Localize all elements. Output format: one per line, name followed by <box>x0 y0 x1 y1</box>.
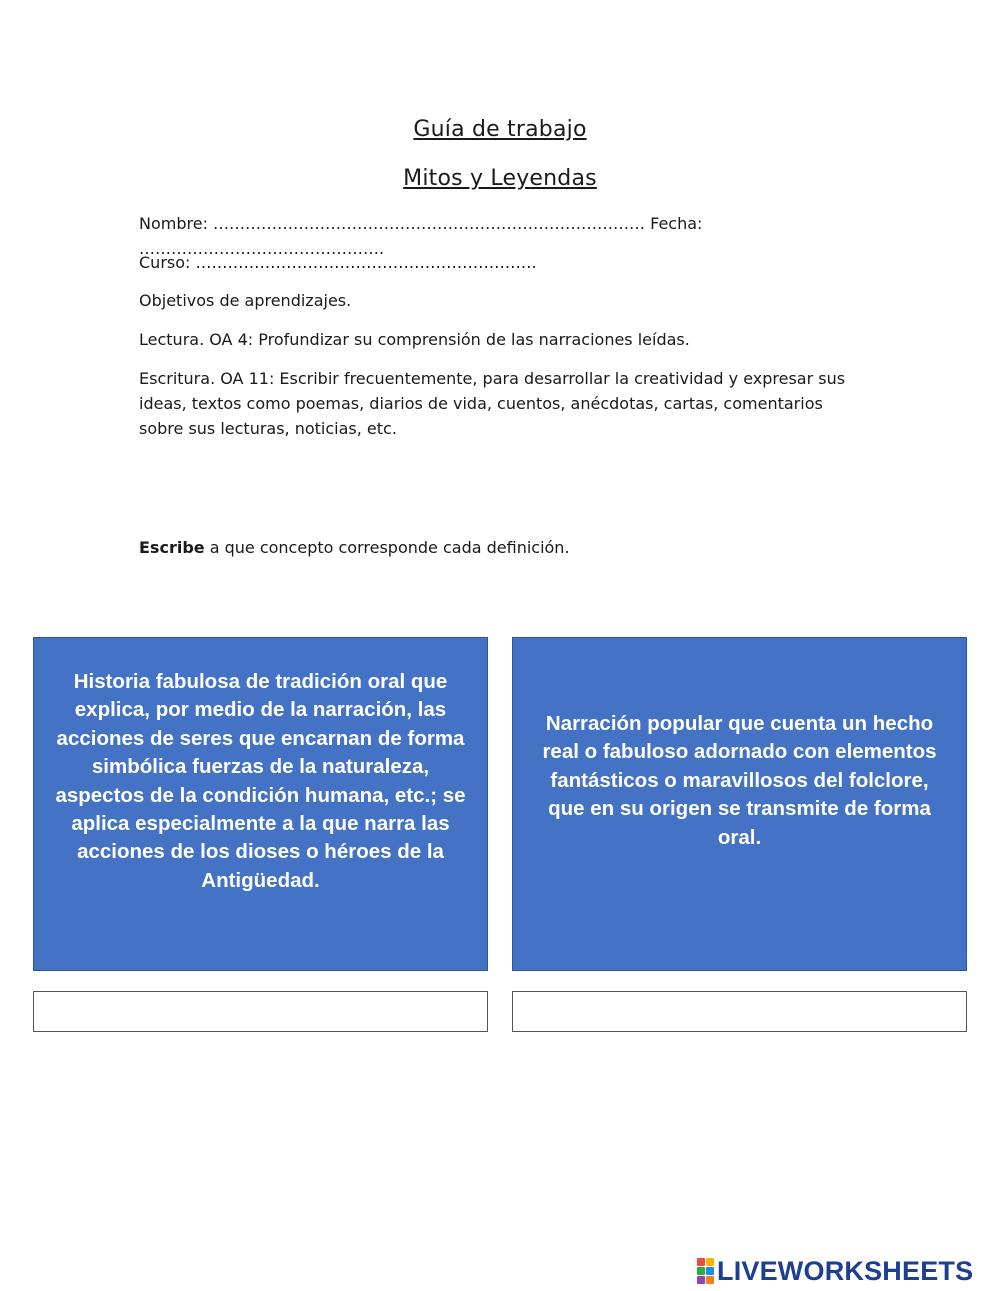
instruction <box>139 535 869 560</box>
objective-writing: Escritura. OA 11: Escribir frecuentemente, para desarrollar la creatividad y expresar sus ideas, textos como poemas, diarios de vida, cuentos, anécdotas, cartas, comentarios sobre sus lecturas, noticias, etc. <box>139 369 846 438</box>
page-subtitle: Mitos y Leyendas <box>403 166 597 191</box>
instruction-verb: Escribe <box>139 538 205 557</box>
logo-text: LIVEWORKSHEETS <box>717 1255 974 1286</box>
answer-input-myth[interactable] <box>33 991 488 1032</box>
objectives-heading: Objetivos de aprendizajes. <box>139 291 352 310</box>
definition-card-myth <box>33 637 488 971</box>
course-line: Curso: ………………………………………………………. <box>139 253 537 272</box>
definition-text: Historia fabulosa de tradición oral que explica, por medio de la narración, las acciones de seres que encarnan de forma simbólica fuerzas de la naturaleza, aspectos de la condición humana, etc.; se aplica especialmente a la que narra las acciones de los dioses o héroes de la Antigüedad. <box>55 670 466 892</box>
definition-card-legend <box>512 637 967 971</box>
answer-input-legend[interactable] <box>512 991 967 1032</box>
instruction-text: a que concepto corresponde cada definición. <box>204 538 570 557</box>
definition-text: Narración popular que cuenta un hecho real o fabuloso adornado con elementos fantásticos o maravillosos del folclore, que en su origen se transmite de forma oral. <box>542 712 937 849</box>
logo-mark-icon <box>697 1258 714 1284</box>
liveworksheets-logo <box>697 1256 973 1286</box>
name-date-line: Nombre: ……………………………………………………………………… Fecha: ………………………………………. <box>139 214 703 258</box>
page-title: Guía de trabajo <box>413 117 587 142</box>
objective-reading: Lectura. OA 4: Profundizar su comprensión de las narraciones leídas. <box>139 330 690 349</box>
